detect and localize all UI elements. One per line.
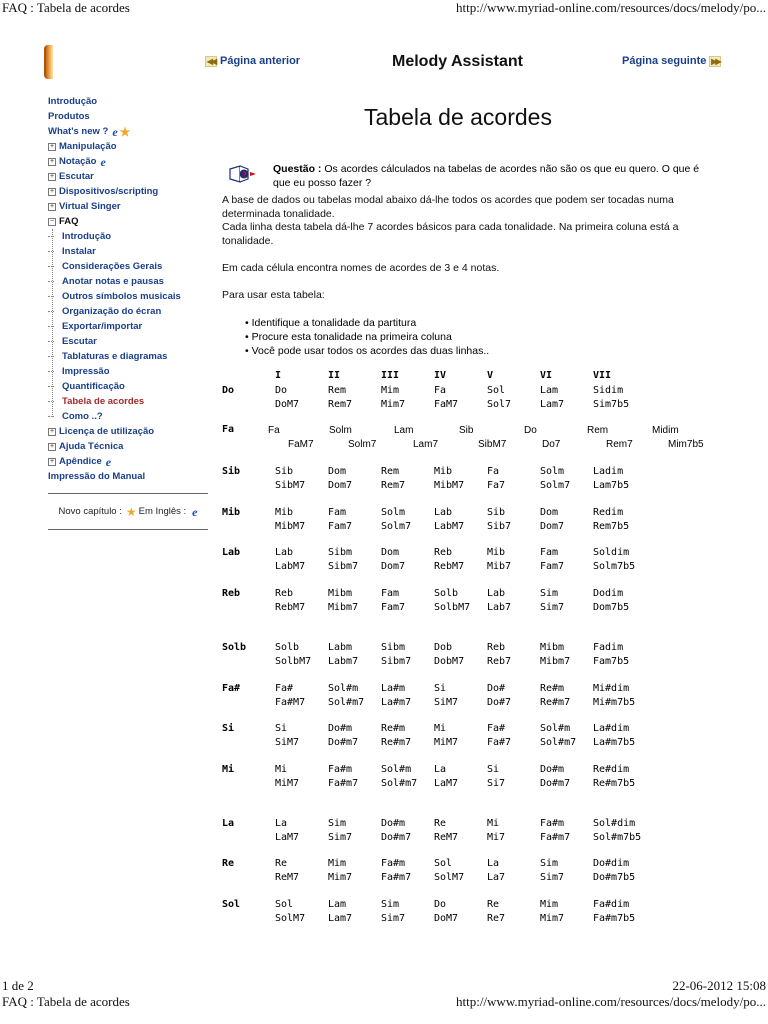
chord-cell: Sol#m7: [540, 737, 577, 748]
chord-cell: Mib: [434, 466, 453, 477]
chord-cell: Lab7: [487, 602, 512, 613]
sidebar-item-label: Dispositivos/scripting: [59, 186, 159, 197]
print-footer-datetime: 22-06-2012 15:08: [672, 978, 766, 993]
chord-cell: Mim: [328, 858, 347, 869]
chord-cell: Fa#m: [328, 764, 353, 775]
chord-cell: Sol7: [487, 399, 512, 410]
chord-cell: Fa#m7: [540, 832, 571, 843]
chord-cell: Re7: [487, 913, 506, 924]
chord-cell: Fa: [268, 425, 280, 436]
chord-cell: SibM7: [275, 480, 306, 491]
tonality-key: Solb: [222, 642, 247, 653]
chord-cell: Si: [434, 683, 447, 694]
chord-cell: Sidim: [593, 385, 624, 396]
chord-cell: Sibm7: [328, 561, 359, 572]
faq-item-organizacao[interactable]: Organização do écran: [52, 304, 208, 319]
chord-cell: Dom: [381, 547, 400, 558]
chord-cell: Fam: [540, 547, 559, 558]
chord-cell: Dob: [434, 642, 453, 653]
degree-header: VII: [593, 370, 612, 381]
chord-cell: Fa#dim: [593, 899, 630, 910]
faq-question: [273, 163, 703, 190]
degree-header: VI: [540, 370, 553, 381]
chord-cell: Do7: [542, 439, 561, 450]
english-e-icon: e: [112, 124, 118, 139]
chord-cell: Fam7: [381, 602, 406, 613]
legend-in-english: Em Inglês :: [138, 506, 187, 517]
print-footer-2: [0, 994, 768, 1012]
intro-paragraph-3: Em cada célula encontra nomes de acordes de 3 e 4 notas.: [222, 262, 500, 274]
site-logo[interactable]: [44, 45, 53, 79]
chord-cell: Sibm: [328, 547, 353, 558]
chord-cell: Mibm7: [540, 656, 571, 667]
faq-item-consideracoes[interactable]: Considerações Gerais: [52, 259, 208, 274]
chord-cell: Mi#m7b5: [593, 697, 636, 708]
chord-cell: Reb: [434, 547, 453, 558]
sidebar-item-escutar[interactable]: [48, 169, 208, 184]
chord-cell: Sol: [275, 899, 294, 910]
chord-cell: La7: [487, 872, 506, 883]
chord-cell: Do: [275, 385, 288, 396]
sidebar-item-dispositivos[interactable]: [48, 184, 208, 199]
chord-cell: Sol#m: [381, 764, 412, 775]
chord-cell: Dom7: [381, 561, 406, 572]
chord-cell: Labm: [328, 642, 353, 653]
chord-cell: Sol#m7: [381, 778, 418, 789]
chord-cell: Lam7b5: [593, 480, 630, 491]
chord-cell: Sim: [381, 899, 400, 910]
chord-cell: Sim: [328, 818, 347, 829]
faq-item-escutar[interactable]: Escutar: [52, 334, 208, 349]
chord-cell: Sibm7: [381, 656, 412, 667]
chord-cell: Lam7: [540, 399, 565, 410]
chord-cell: Ladim: [593, 466, 624, 477]
chord-cell: Mi: [275, 764, 288, 775]
print-header: [0, 0, 768, 18]
chord-cell: SolbM7: [275, 656, 312, 667]
faq-question-icon: [228, 163, 258, 185]
question-label: Questão :: [273, 163, 322, 175]
chord-cell: Mibm: [328, 588, 353, 599]
faq-item-tabela-acordes[interactable]: Tabela de acordes: [52, 394, 208, 409]
chord-cell: Sim7: [328, 832, 353, 843]
faq-item-como[interactable]: Como ..?: [52, 409, 208, 424]
faq-item-impressao[interactable]: Impressão: [52, 364, 208, 379]
chord-cell: Mib: [487, 547, 506, 558]
chord-cell: Labm7: [328, 656, 359, 667]
chord-cell: Rem7: [328, 399, 353, 410]
chord-cell: FaM7: [434, 399, 459, 410]
expand-plus-icon[interactable]: +: [49, 427, 55, 435]
chord-cell: Rem: [381, 466, 400, 477]
chord-cell: RebM7: [434, 561, 465, 572]
chord-cell: Mi7: [487, 832, 506, 843]
chord-cell: Rem: [587, 425, 609, 436]
chord-cell: Do: [524, 425, 537, 436]
chord-cell: Sib7: [487, 521, 512, 532]
expand-plus-icon[interactable]: +: [49, 442, 55, 450]
chord-cell: La: [275, 818, 288, 829]
degree-header: I: [275, 370, 282, 381]
chord-cell: Sim7: [381, 913, 406, 924]
faq-item-introducao[interactable]: Introdução: [52, 229, 208, 244]
sidebar-item-introducao[interactable]: Introdução: [48, 96, 98, 107]
sidebar-item-label: Notação: [59, 156, 97, 167]
expand-plus-icon[interactable]: +: [49, 457, 55, 465]
chord-cell: DobM7: [434, 656, 465, 667]
chord-cell: Sib: [487, 507, 506, 518]
tonality-key: La: [222, 818, 235, 829]
sidebar-item-produtos[interactable]: Produtos: [48, 111, 90, 122]
degree-header: III: [381, 370, 400, 381]
chord-cell: SolbM7: [434, 602, 471, 613]
chord-cell: La: [434, 764, 447, 775]
previous-arrow-icon: ◀◀: [206, 56, 216, 66]
chord-cell: Mim7b5: [668, 439, 704, 450]
chord-cell: Fa#: [275, 683, 294, 694]
sidebar-item-impressao-manual[interactable]: Impressão do Manual: [48, 471, 146, 482]
chord-cell: Solm7: [348, 439, 377, 450]
chord-cell: MibM7: [434, 480, 465, 491]
chord-cell: Mib7: [487, 561, 512, 572]
tonality-key: Lab: [222, 547, 241, 558]
chord-cell: Fa#m: [381, 858, 406, 869]
chord-cell: Fa#m7: [328, 778, 359, 789]
sidebar-item-label: What's new ?: [48, 126, 109, 137]
tonality-key: Reb: [222, 588, 241, 599]
faq-subtree: [52, 229, 208, 424]
next-page-link[interactable]: [622, 55, 721, 67]
next-arrow-icon: ▶▶: [711, 56, 720, 66]
page-title: Tabela de acordes: [364, 104, 552, 130]
chord-cell: Do#m: [328, 723, 353, 734]
chord-cell: Fa#: [487, 723, 506, 734]
chord-cell: Re: [434, 818, 447, 829]
chord-cell: Re#dim: [593, 764, 630, 775]
chord-cell: RebM7: [275, 602, 306, 613]
tonality-key: Si: [222, 723, 235, 734]
expand-plus-icon[interactable]: +: [49, 142, 55, 150]
next-page-label: Página seguinte: [622, 55, 707, 67]
faq-item-quantificacao[interactable]: Quantificação: [52, 379, 208, 394]
chord-cell: Fa: [487, 466, 500, 477]
chord-cell: Re#m7b5: [593, 778, 636, 789]
chord-cell: Lam: [394, 425, 414, 436]
chord-cell: Reb: [487, 642, 506, 653]
tonality-key: Fa#: [222, 683, 241, 694]
chord-cell: Fa#m7b5: [593, 913, 636, 924]
chord-cell: Si7: [487, 778, 506, 789]
legend-new-chapter: Novo capítulo :: [58, 506, 122, 517]
chord-cell: MibM7: [275, 521, 306, 532]
faq-item-exportar[interactable]: Exportar/importar: [52, 319, 208, 334]
chord-cell: Lam: [540, 385, 559, 396]
chord-cell: Mim: [540, 899, 559, 910]
chord-cell: Lab: [434, 507, 453, 518]
chord-cell: SolM7: [434, 872, 465, 883]
chord-cell: Mi: [434, 723, 447, 734]
chord-cell: Soldim: [593, 547, 630, 558]
chord-cell: ReM7: [434, 832, 459, 843]
chord-cell: Do#m: [540, 764, 565, 775]
print-header-title: FAQ : Tabela de acordes: [2, 0, 130, 15]
sidebar-item-label: Ajuda Técnica: [59, 441, 124, 452]
chord-cell: Solm: [381, 507, 406, 518]
chord-cell: Sol#m7: [328, 697, 365, 708]
chord-cell: Mibm: [540, 642, 565, 653]
tonality-key: Sib: [222, 466, 241, 477]
chord-cell: SolM7: [275, 913, 306, 924]
sidebar-item-ajuda[interactable]: [48, 439, 208, 454]
chord-cell: MiM7: [275, 778, 300, 789]
chord-cell: Solb: [434, 588, 459, 599]
chord-cell: Si: [487, 764, 500, 775]
sidebar-item-faq[interactable]: [48, 214, 208, 229]
chord-cell: Dom7: [540, 521, 565, 532]
chord-cell: Mibm7: [328, 602, 359, 613]
chord-cell: Mim7: [328, 872, 353, 883]
chord-cell: Do#m7b5: [593, 872, 636, 883]
intro-paragraph-1: A base de dados ou tabelas modal abaixo dá-lhe todos os acordes que podem ser tocadas numa determinada tonalidade.: [222, 194, 674, 220]
chord-cell: Reb: [275, 588, 294, 599]
expand-plus-icon[interactable]: +: [49, 202, 55, 210]
chord-cell: Mi: [487, 818, 500, 829]
list-item: • Procure esta tonalidade na primeira coluna: [245, 331, 452, 343]
previous-page-label: Página anterior: [220, 55, 301, 67]
chord-cell: Fa7: [487, 480, 506, 491]
chord-cell: Rem7: [606, 439, 633, 450]
chord-cell: Solb: [275, 642, 300, 653]
sidebar-item-label: Apêndice: [59, 456, 102, 467]
instruction-list: [245, 316, 489, 358]
english-e-icon: e: [192, 504, 198, 519]
chord-cell: Lab: [275, 547, 294, 558]
intro-paragraph-4: Para usar esta tabela:: [222, 289, 325, 301]
chord-cell: La#dim: [593, 723, 630, 734]
collapse-minus-icon[interactable]: −: [49, 217, 55, 225]
chord-cell: Rem7: [381, 480, 406, 491]
chord-cell: Fadim: [593, 642, 624, 653]
list-item: • Identifique a tonalidade da partitura: [245, 317, 417, 329]
chord-cell: Do#7: [487, 697, 512, 708]
tonality-key: Re: [222, 858, 235, 869]
sidebar-item-label: Escutar: [59, 171, 94, 182]
expand-plus-icon[interactable]: +: [49, 172, 55, 180]
english-e-icon: e: [105, 454, 112, 469]
chord-cell: Fa#m7: [381, 872, 412, 883]
chord-cell: Solm: [540, 466, 565, 477]
chord-cell: SiM7: [275, 737, 300, 748]
chord-cell: Mi#dim: [593, 683, 630, 694]
chord-cell: Lam7: [413, 439, 439, 450]
chord-cell: Si: [275, 723, 288, 734]
chord-cell: Do#: [487, 683, 506, 694]
new-star-icon: ★: [119, 124, 131, 139]
chord-cell: La#m7: [381, 697, 412, 708]
chord-cell: Mim7: [540, 913, 565, 924]
print-footer-title: FAQ : Tabela de acordes: [2, 994, 130, 1009]
chord-cell: Solm7b5: [593, 561, 636, 572]
chord-cell: Lam7: [328, 913, 353, 924]
chord-cell: Sim7b5: [593, 399, 630, 410]
chord-cell: SibM7: [478, 439, 507, 450]
chord-cell: Fam7: [540, 561, 565, 572]
chord-cell: Mim7: [381, 399, 406, 410]
chord-cell: DoM7: [434, 913, 459, 924]
chord-cell: Fam7: [328, 521, 353, 532]
chord-cell: La#m: [381, 683, 406, 694]
chord-cell: La: [487, 858, 500, 869]
chord-cell: LaM7: [275, 832, 300, 843]
chord-cell: Sol#m: [328, 683, 359, 694]
chord-cell: Re#m: [540, 683, 565, 694]
chord-cell: SiM7: [434, 697, 459, 708]
sidebar-item-notacao[interactable]: [48, 154, 208, 169]
chord-cell: DoM7: [275, 399, 300, 410]
sidebar-item-licenca[interactable]: [48, 424, 208, 439]
chord-cell: Sim: [540, 588, 559, 599]
sidebar: [48, 94, 208, 484]
chord-cell: Dom: [540, 507, 559, 518]
chord-cell: Mim: [381, 385, 400, 396]
chord-cell: Solm: [329, 425, 352, 436]
list-item: • Você pode usar todos os acordes das duas linhas..: [245, 345, 490, 357]
chord-cell: Midim: [652, 425, 679, 436]
chord-cell: Lam: [328, 899, 347, 910]
chord-cell: Do#m7: [540, 778, 571, 789]
svg-text:?: ?: [242, 170, 247, 180]
expand-plus-icon[interactable]: +: [49, 187, 55, 195]
expand-plus-icon[interactable]: +: [49, 157, 55, 165]
chord-cell: La#m7b5: [593, 737, 636, 748]
sidebar-item-virtual-singer[interactable]: [48, 199, 208, 214]
chord-cell: Dom7: [328, 480, 353, 491]
chord-cell: Rem7b5: [593, 521, 630, 532]
chord-cell: Rem: [328, 385, 347, 396]
chord-cell: Redim: [593, 507, 624, 518]
chord-cell: Fa: [434, 385, 447, 396]
chord-cell: Sib: [459, 425, 474, 436]
faq-item-outros-simbolos[interactable]: Outros símbolos musicais: [52, 289, 208, 304]
chord-cell: Sim7: [540, 602, 565, 613]
intro-paragraph-2: Cada linha desta tabela dá-lhe 7 acordes básicos para cada tonalidade. Na primeira coluna está a tonalidade.: [222, 221, 679, 247]
chord-cell: Reb7: [487, 656, 512, 667]
chord-cell: Do: [434, 899, 447, 910]
chord-cell: Re#m7: [381, 737, 412, 748]
chord-cell: Sol#m7b5: [593, 832, 642, 843]
chord-cell: Sibm: [381, 642, 406, 653]
chord-cell: Do#m7: [381, 832, 412, 843]
chord-cell: Mib: [275, 507, 294, 518]
faq-item-anotar-notas[interactable]: Anotar notas e pausas: [52, 274, 208, 289]
chord-cell: Fam: [328, 507, 347, 518]
chord-cell: Sim7: [540, 872, 565, 883]
chord-cell: Re: [275, 858, 288, 869]
chord-cell: Fa#m: [540, 818, 565, 829]
chord-cell: MiM7: [434, 737, 459, 748]
chord-cell: Dodim: [593, 588, 624, 599]
chord-cell: Sol#m: [540, 723, 571, 734]
chord-cell: Sol#dim: [593, 818, 636, 829]
chord-cell: Re: [487, 899, 500, 910]
sidebar-item-label: Virtual Singer: [59, 201, 121, 212]
sidebar-item-label: Manipulação: [59, 141, 117, 152]
chord-cell: Sol: [487, 385, 506, 396]
print-footer-page: 1 de 2: [2, 978, 34, 993]
new-star-icon: ★: [125, 504, 137, 519]
print-footer-url: http://www.myriad-online.com/resources/docs/melody/po...: [455, 994, 766, 1009]
degree-header: II: [328, 370, 341, 381]
sidebar-item-manipulacao[interactable]: [48, 139, 208, 154]
chord-cell: Fam7b5: [593, 656, 630, 667]
chord-cell: LabM7: [275, 561, 306, 572]
app-title: Melody Assistant: [392, 53, 523, 70]
tonality-key: Sol: [222, 899, 241, 910]
tonality-key: Fa: [222, 424, 235, 435]
tonality-key: Mib: [222, 507, 241, 518]
chord-cell: Solm7: [381, 521, 412, 532]
chord-cell: Sim: [540, 858, 559, 869]
sidebar-item-apendice[interactable]: [48, 454, 208, 469]
chord-cell: ReM7: [275, 872, 300, 883]
degree-header: V: [487, 370, 494, 381]
chord-cell: LaM7: [434, 778, 459, 789]
sidebar-item-whats-new[interactable]: [48, 124, 208, 139]
faq-item-instalar[interactable]: Instalar: [52, 244, 208, 259]
tonality-key: Do: [222, 385, 235, 396]
question-text: Os acordes cálculados na tabelas de acordes não são os que eu quero. O que é que eu posso fazer ?: [273, 163, 700, 189]
chord-cell: Fa#M7: [275, 697, 306, 708]
chord-cell: Re#m: [381, 723, 406, 734]
chord-cell: Do#dim: [593, 858, 630, 869]
chord-cell: LabM7: [434, 521, 465, 532]
chord-cell: Dom: [328, 466, 347, 477]
sidebar-item-label: Licença de utilização: [59, 426, 155, 437]
chord-cell: Fam: [381, 588, 400, 599]
tonality-key: Mi: [222, 764, 235, 775]
chord-cell: Lab: [487, 588, 506, 599]
legend-box: [48, 493, 208, 530]
chord-cell: Dom7b5: [593, 602, 630, 613]
chord-cell: FaM7: [288, 439, 314, 450]
sidebar-item-label: FAQ: [59, 216, 79, 227]
english-e-icon: e: [100, 154, 106, 169]
chord-cell: Sib: [275, 466, 294, 477]
chord-cell: Do#m: [381, 818, 406, 829]
degree-header: IV: [434, 370, 447, 381]
chord-cell: Solm7: [540, 480, 571, 491]
chord-cell: Sol: [434, 858, 453, 869]
print-header-url: http://www.myriad-online.com/resources/docs/melody/po...: [455, 0, 766, 15]
chord-cell: Fa#7: [487, 737, 512, 748]
faq-item-tablaturas[interactable]: Tablaturas e diagramas: [52, 349, 208, 364]
chord-cell: Do#m7: [328, 737, 359, 748]
chord-cell: Re#m7: [540, 697, 571, 708]
previous-page-link[interactable]: [205, 55, 300, 67]
